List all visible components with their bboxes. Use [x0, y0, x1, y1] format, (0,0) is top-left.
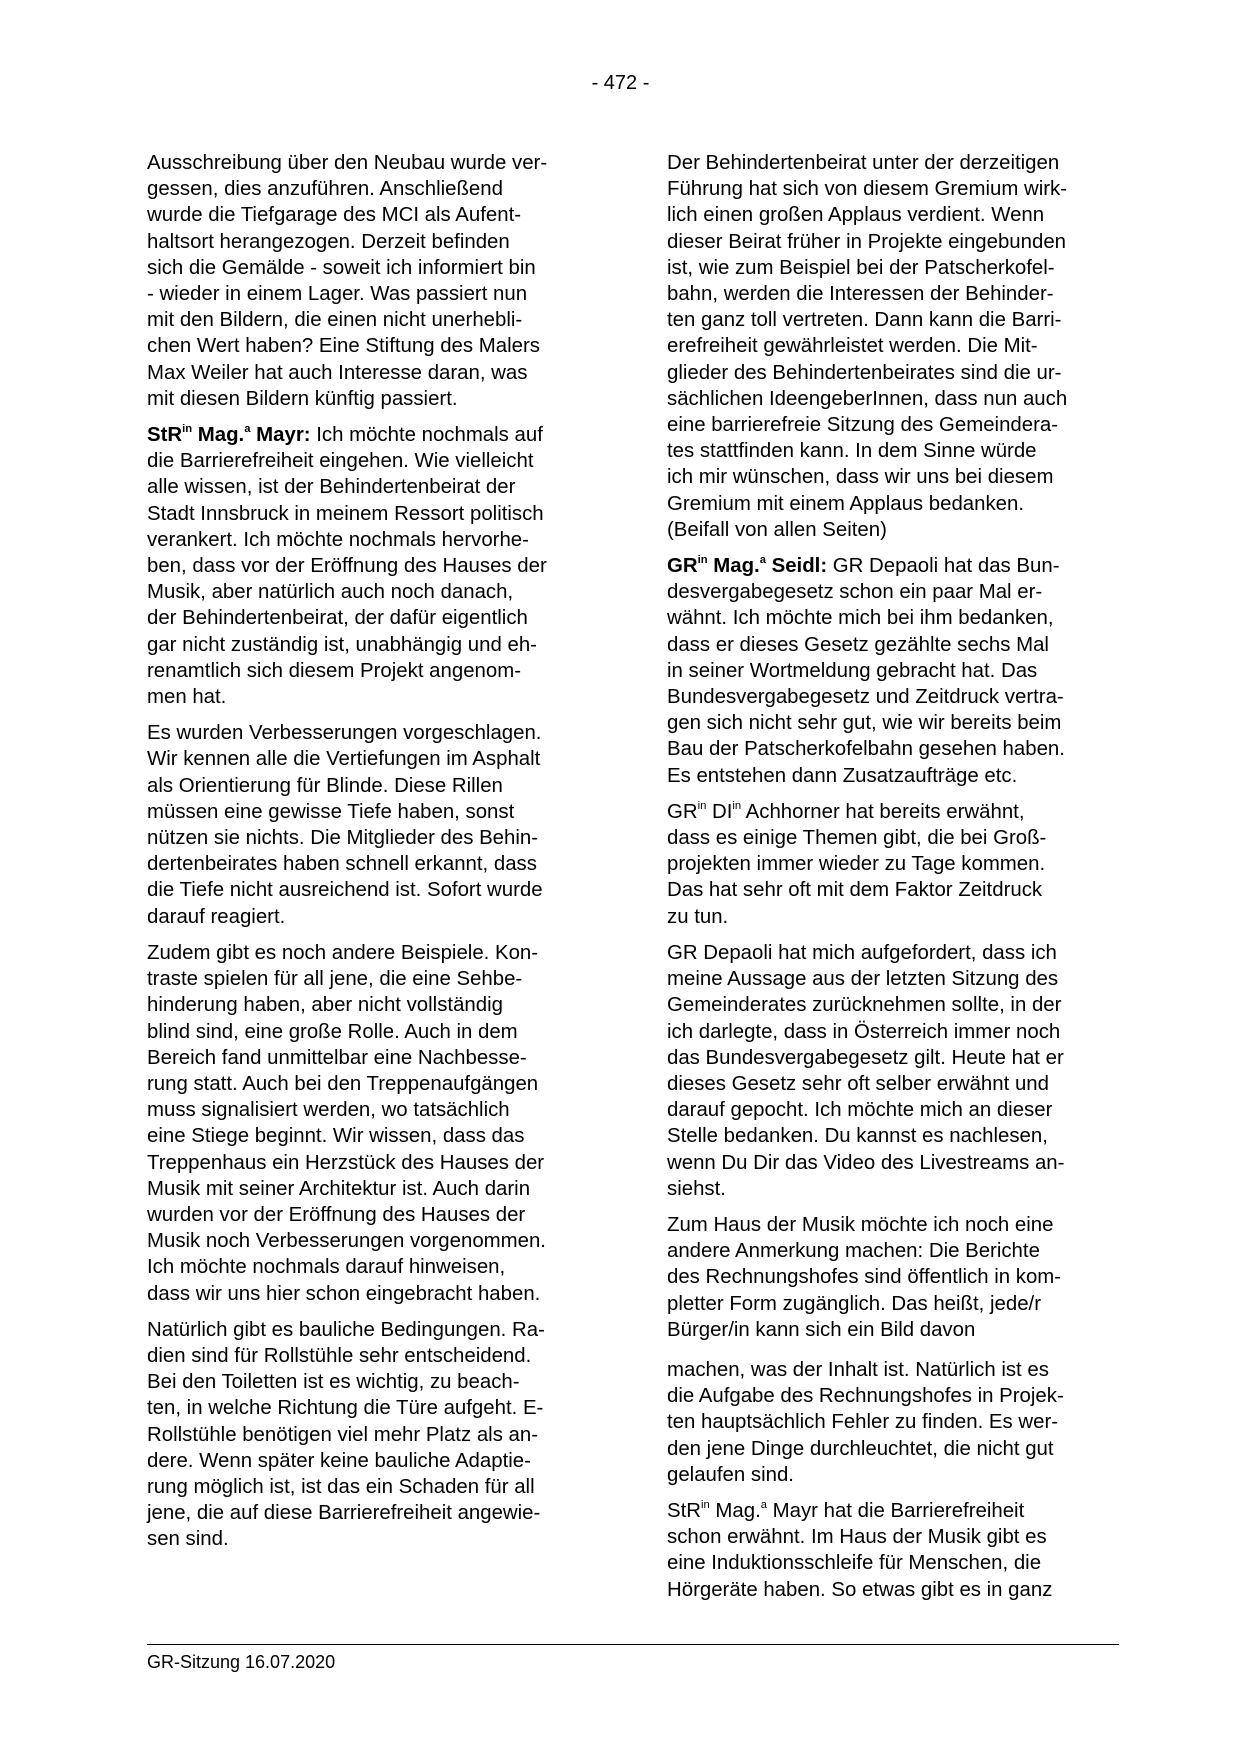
paragraph: GR Depaoli hat mich aufgefordert, dass ich meine Aussage aus der letzten Sitzung des Gemeinderates zurücknehmen sollte, in der ich darlegte, dass in Österreich immer noch das Bundesvergabegesetz gilt. Heute hat er dieses Gesetz sehr oft selber erwähnt und darauf gepocht. Ich möchte mich an dieser Stelle bedanken. Du kannst es nachlesen, wenn Du Dir das Video des Livestreams an- siehst.: [667, 941, 1065, 1200]
footer-text: GR-Sitzung 16.07.2020: [147, 1652, 336, 1672]
paragraph: Der Behindertenbeirat unter der derzeitigen Führung hat sich von diesem Gremium wirk- lich einen großen Applaus verdient. Wenn dieser Beirat früher in Projekte eingebunden ist, wie zum Beispiel bei der Patscherkofel- bahn, werden die Interessen der Behinder- ten ganz toll vertreten. Dann kann die Barri- erefreiheit gewährleistet werden. Die Mit- glieder des Behindertenbeirates sind die ur- sächlichen IdeengeberInnen, dass nun auch eine barrierefreie Sitzung des Gemeindera- tes stattfinden kann. In dem Sinne würde ich mir wünschen, dass wir uns bei diesem Gremium mit einem Applaus bedanken. (Beifall von allen Seiten): [667, 152, 1068, 541]
paragraph: StR$^{in}$ Mag.$^a$ Mayr hat die Barrierefreiheit schon erwähnt. Im Haus der Musik gibt es eine Induktionsschleife für Menschen, die Hörgeräte haben. So etwas gibt es in ganz: [667, 1498, 1053, 1601]
paragraph: $GR^{in}$ $DI^{in}$ Achhorner hat bereits erwähnt, dass es einige Themen gibt, die bei Groß- projekten immer wieder zu Tage kommen. Das hat sehr oft mit dem Faktor Zeitdruck zu tun.: [667, 799, 1047, 928]
paragraph: Es wurden Verbesserungen vorgeschlagen. Wir kennen alle die Vertiefungen im Asphalt als Orientierung für Blinde. Diese Rillen müssen eine gewisse Tiefe haben, sonst nützen sie nichts. Die Mitglieder des Behin- dertenbeirates haben schnell erkannt, dass die Tiefe nicht ausreichend ist. Sofort wurde darauf reagiert.: [147, 722, 543, 928]
speaker-label: StR$^{in}$ Mag.$^a$ Mayr:: [147, 423, 311, 447]
footer-divider: [147, 1644, 1119, 1645]
speech-paragraph: [147, 422, 605, 710]
paragraph: Zum Haus der Musik möchte ich noch eine andere Anmerkung machen: Die Berichte des Rechnungshofes sind öffentlich in kom- pletter Form zugänglich. Das heißt, jede/r Bürger/in kann sich ein Bild davon: [667, 1213, 1062, 1341]
paragraph: Natürlich gibt es bauliche Bedingungen. Ra- dien sind für Rollstühle sehr entscheidend. Bei den Toiletten ist es wichtig, zu beach- ten, in welche Richtung die Türe aufgeht. E- Rollstühle benötigen viel mehr Platz als an- dere. Wenn später keine bauliche Adaptie- rung möglich ist, ist das ein Schaden für all jene, die auf diese Barrierefreiheit angewie- sen sind.: [147, 1318, 545, 1551]
speech-text: GR Depaoli hat das Bun- desvergabegesetz schon ein paar Mal er- wähnt. Ich möchte mich bei ihm bedanken, dass er dieses Gesetz gezählte sechs Mal in seiner Wortmeldung gebracht hat. Das Bundesvergabegesetz und Zeitdruck vertra- gen sich nicht sehr gut, wie wir bereits beim Bau der Patscherkofelbahn gesehen haben. Es entstehen dann Zusatzaufträge etc.: [667, 555, 1065, 787]
right-column: [667, 150, 1125, 1613]
left-column: [147, 150, 605, 1563]
speech-paragraph: [667, 553, 1125, 789]
page-number: - 472 -: [591, 72, 650, 94]
paragraph: Zudem gibt es noch andere Beispiele. Kon- traste spielen für all jene, die eine Sehbe- hinderung haben, aber nicht vollständig blind sind, eine große Rolle. Auch in dem Bereich fand unmittelbar eine Nachbesse- rung statt. Auch bei den Treppenaufgängen muss signalisiert werden, wo tatsächlich eine Stiege beginnt. Wir wissen, dass das Treppenhaus ein Herzstück des Hauses der Musik mit seiner Architektur ist. Auch darin wurden vor der Eröffnung des Hauses der Musik noch Verbesserungen vorgenommen. Ich möchte nochmals darauf hinweisen, dass wir uns hier schon eingebracht haben.: [147, 941, 546, 1305]
paragraph: machen, was der Inhalt ist. Natürlich ist es die Aufgabe des Rechnungshofes in Projek- ten hauptsächlich Fehler zu finden. Es wer- den jene Dinge durchleuchtet, die nicht gut gelaufen sind.: [667, 1358, 1064, 1486]
speech-text: Ich möchte nochmals auf die Barrierefreiheit eingehen. Wie vielleicht alle wissen, ist der Behindertenbeirat der Stadt Innsbruck in meinem Ressort politisch verankert. Ich möchte nochmals hervorhe- ben, dass vor der Eröffnung des Hauses der Musik, aber natürlich auch noch danach, der Behindertenbeirat, der dafür eigentlich gar nicht zuständig ist, unabhängig und eh- renamtlich sich diesem Projekt angenom- men hat.: [147, 424, 547, 709]
speaker-label: $GR^{in}$ Mag.$^a$ Seidl:: [667, 554, 828, 578]
paragraph: Ausschreibung über den Neubau wurde ver- gessen, dies anzuführen. Anschließend wurde die Tiefgarage des MCI als Aufent- haltsort herangezogen. Derzeit befinden sich die Gemälde - soweit ich informiert bin - wieder in einem Lager. Was passiert nun mit den Bildern, die einen nicht unerhebli- chen Wert haben? Eine Stiftung des Malers Max Weiler hat auch Interesse daran, was mit diesen Bildern künftig passiert.: [147, 152, 548, 410]
